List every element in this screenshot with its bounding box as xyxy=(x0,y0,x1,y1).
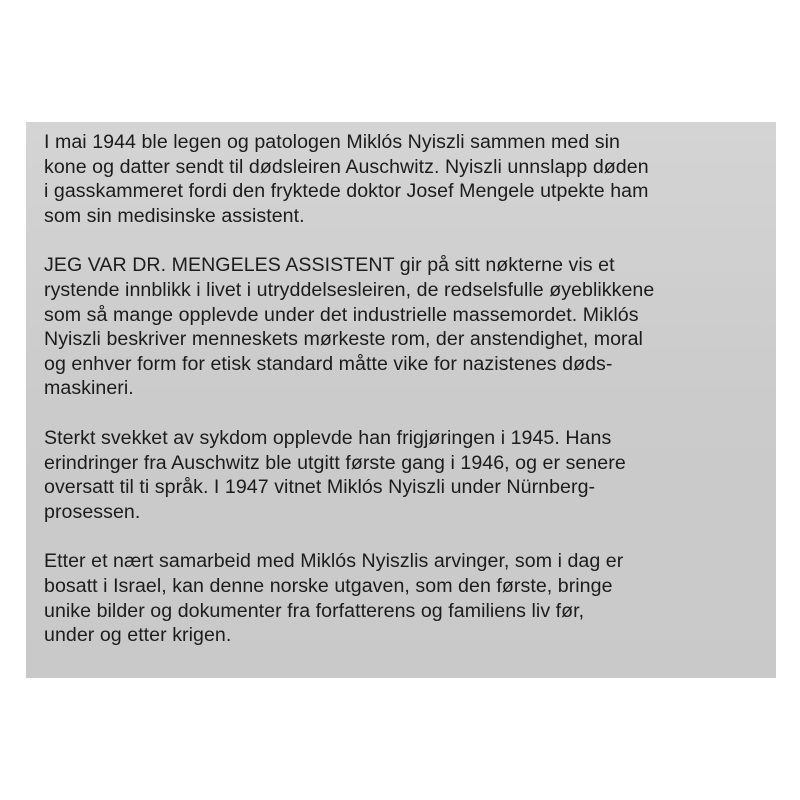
text-line: erindringer fra Auschwitz ble utgitt første gang i 1946, og er senere xyxy=(44,451,626,474)
paragraph-2 xyxy=(44,253,758,401)
text-line: bosatt i Israel, kan denne norske utgaven, som den første, bringe xyxy=(44,574,613,597)
text-line: unike bilder og dokumenter fra forfatterens og familiens liv før, xyxy=(44,599,585,622)
text-line: Etter et nært samarbeid med Miklós Nyiszlis arvinger, som i dag er xyxy=(44,550,624,573)
text-line: og enhver form for etisk standard måtte vike for nazistenes døds- xyxy=(44,352,613,375)
text-line: I mai 1944 ble legen og patologen Miklós Nyiszli sammen med sin xyxy=(44,131,621,153)
text-line: Nyiszli beskriver menneskets mørkeste rom, der anstendighet, moral xyxy=(44,328,643,351)
paragraph-4 xyxy=(44,549,758,647)
text-line: under og etter krigen. xyxy=(44,624,232,647)
paragraph-1 xyxy=(44,130,758,228)
text-line: som sin medisinske assistent. xyxy=(44,204,305,227)
text-line: kone og datter sendt til dødsleiren Auschwitz. Nyiszli unnslapp døden xyxy=(44,155,649,178)
text-line: prosessen. xyxy=(44,500,141,523)
text-line: i gasskammeret fordi den fryktede doktor Josef Mengele utpekte ham xyxy=(44,180,649,203)
text-line: Sterkt svekket av sykdom opplevde han frigjøringen i 1945. Hans xyxy=(44,426,612,449)
text-line: rystende innblikk i livet i utryddelsesleiren, de redselsfulle øyeblikkene xyxy=(44,278,655,301)
text-line: JEG VAR DR. MENGELES ASSISTENT gir på sitt nøkterne vis et xyxy=(44,254,615,277)
text-line: maskineri. xyxy=(44,377,134,400)
paragraph-3 xyxy=(44,426,758,524)
text-line: som så mange opplevde under det industrielle massemordet. Miklós xyxy=(44,303,639,326)
text-panel xyxy=(26,122,776,678)
text-line: oversatt til ti språk. I 1947 vitnet Miklós Nyiszli under Nürnberg- xyxy=(44,476,596,499)
